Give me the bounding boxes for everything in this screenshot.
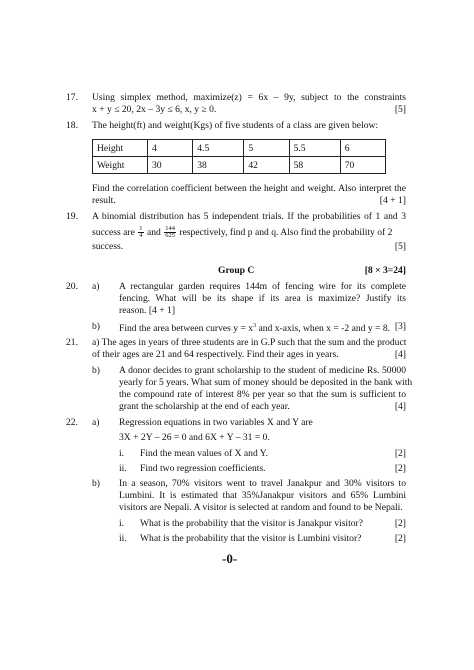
fraction-numerator: 144: [165, 225, 175, 233]
fraction-one-quarter: [138, 226, 143, 239]
q17-line2: x + y ≤ 20, 2x – 3y ≤ 6, x, y ≥ 0.: [92, 104, 217, 115]
q22-a-line2: 3X + 2Y – 26 = 0 and 6X + Y – 31 = 0.: [119, 432, 270, 443]
q21-number: 21.: [66, 337, 78, 348]
group-c-title: Group C: [218, 265, 255, 276]
q21-b-line1: A donor decides to grant scholarship to the student of medicine Rs. 50000: [119, 365, 406, 376]
q22-ai-marks: [2]: [394, 448, 406, 459]
q20-a-line3: reason. [4 + 1]: [119, 305, 176, 316]
q21-b-marks: [4]: [394, 401, 406, 412]
q21-b-line3: the compound rate of interest 8% per year so that the sum is sufficient to: [119, 389, 406, 400]
q22-b-line3: visitors are Nepali. A visitor is selected at random and found to be Nepali.: [119, 502, 403, 513]
exponent: 3: [253, 323, 257, 329]
row-label-height: Height: [93, 140, 148, 157]
q22-aii-marks: [2]: [394, 463, 406, 474]
q22-b-line1: In a season, 70% visitors went to travel Janakpur and 30% visitors to: [119, 478, 406, 489]
q22-ai-number: i.: [119, 448, 125, 459]
q19-line3: success.: [92, 241, 124, 252]
table-cell: 38: [193, 157, 244, 174]
q18-line1: The height(ft) and weight(Kgs) of five students of a class are given below:: [92, 120, 379, 131]
q22-aii-text: Find two regression coefficients.: [140, 463, 266, 474]
fraction-denominator: 4: [139, 232, 143, 240]
q22-bi-marks: [2]: [394, 518, 406, 529]
table-cell: 30: [148, 157, 193, 174]
q19-text: success are: [92, 227, 135, 238]
q22-ai-text: Find the mean values of X and Y.: [140, 448, 268, 459]
table-cell: 5.5: [289, 140, 340, 157]
q22-bii-marks: [2]: [394, 533, 406, 544]
q20-b-text: and x-axis, when x = -2 and y = 8.: [258, 323, 391, 335]
q21-b-line2: yearly for 5 years. What sum of money should be deposited in the bank with: [119, 377, 413, 388]
q18-line2: Find the correlation coefficient between the height and weight. Also interpret the: [92, 183, 406, 194]
q20-b-label: b): [92, 321, 100, 332]
q21-b-line4: grant the scholarship at the end of each year.: [119, 401, 290, 412]
table-cell: 5: [244, 140, 289, 157]
q20-b-text: Find the area between curves y = x: [119, 323, 254, 335]
table-cell: 70: [340, 157, 385, 174]
fraction-denominator: 625: [165, 232, 175, 240]
q21-a-marks: [4]: [394, 349, 406, 360]
q18-marks: [4 + 1]: [379, 195, 406, 206]
row-label-weight: Weight: [93, 157, 148, 174]
q19-marks: [5]: [394, 241, 406, 252]
table-cell: 4.5: [193, 140, 244, 157]
table-cell: 6: [340, 140, 385, 157]
q22-aii-number: ii.: [119, 463, 127, 474]
q21-a-line1: a) The ages in years of three students are in G.P such that the sum and the product: [92, 337, 407, 348]
q19-text: and: [146, 227, 161, 238]
group-c-marks: [8 × 3=24]: [364, 265, 406, 276]
q19-number: 19.: [66, 211, 78, 222]
q17-marks: [5]: [394, 104, 406, 115]
page-number: -0-: [222, 551, 238, 566]
q19-line1: A binomial distribution has 5 independent trials. If the probabilities of 1 and 3: [92, 211, 406, 222]
q19-text: respectively, find p and q. Also find the probability of 2: [179, 227, 393, 238]
q22-bii-number: ii.: [119, 533, 127, 544]
q22-bi-text: What is the probability that the visitor is Janakpur visitor?: [140, 518, 364, 529]
q19-line2: [92, 226, 392, 240]
q21-a-line2: of their ages are 21 and 64 respectively. Find their ages in years.: [92, 349, 339, 360]
q22-a-line1: Regression equations in two variables X and Y are: [119, 417, 313, 428]
q22-b-line2: Lumbini. It is estimated that 35%Janakpur visitors and 65% Lumbini: [119, 490, 406, 501]
table-row: [93, 157, 386, 174]
height-weight-table: [92, 139, 386, 174]
q22-bi-number: i.: [119, 518, 125, 529]
q18-number: 18.: [66, 120, 78, 131]
q18-line3: result.: [92, 195, 116, 206]
fraction-numerator: 1: [139, 225, 143, 233]
fraction-144-625: [164, 226, 176, 239]
table-row: [93, 140, 386, 157]
q20-number: 20.: [66, 281, 78, 292]
q20-b-marks: [3]: [394, 321, 406, 332]
q20-a-label: a): [92, 281, 100, 292]
q20-a-line1: A rectangular garden requires 144m of fencing wire for its complete: [119, 281, 406, 292]
q17-number: 17.: [66, 92, 78, 103]
q21-b-label: b): [92, 365, 100, 376]
table-cell: 58: [289, 157, 340, 174]
table-cell: 42: [244, 157, 289, 174]
q20-a-line2: fencing. What will be its shape if its area is maximize? Justify its: [119, 293, 406, 304]
q20-b-line: [119, 321, 390, 334]
q17-line1: Using simplex method, maximize(z) = 6x – 9y, subject to the constraints: [92, 92, 406, 103]
table-cell: 4: [148, 140, 193, 157]
q22-b-label: b): [92, 478, 100, 489]
q22-a-label: a): [92, 417, 100, 428]
q22-bii-text: What is the probability that the visitor is Lumbini visitor?: [140, 533, 362, 544]
q22-number: 22.: [66, 417, 78, 428]
